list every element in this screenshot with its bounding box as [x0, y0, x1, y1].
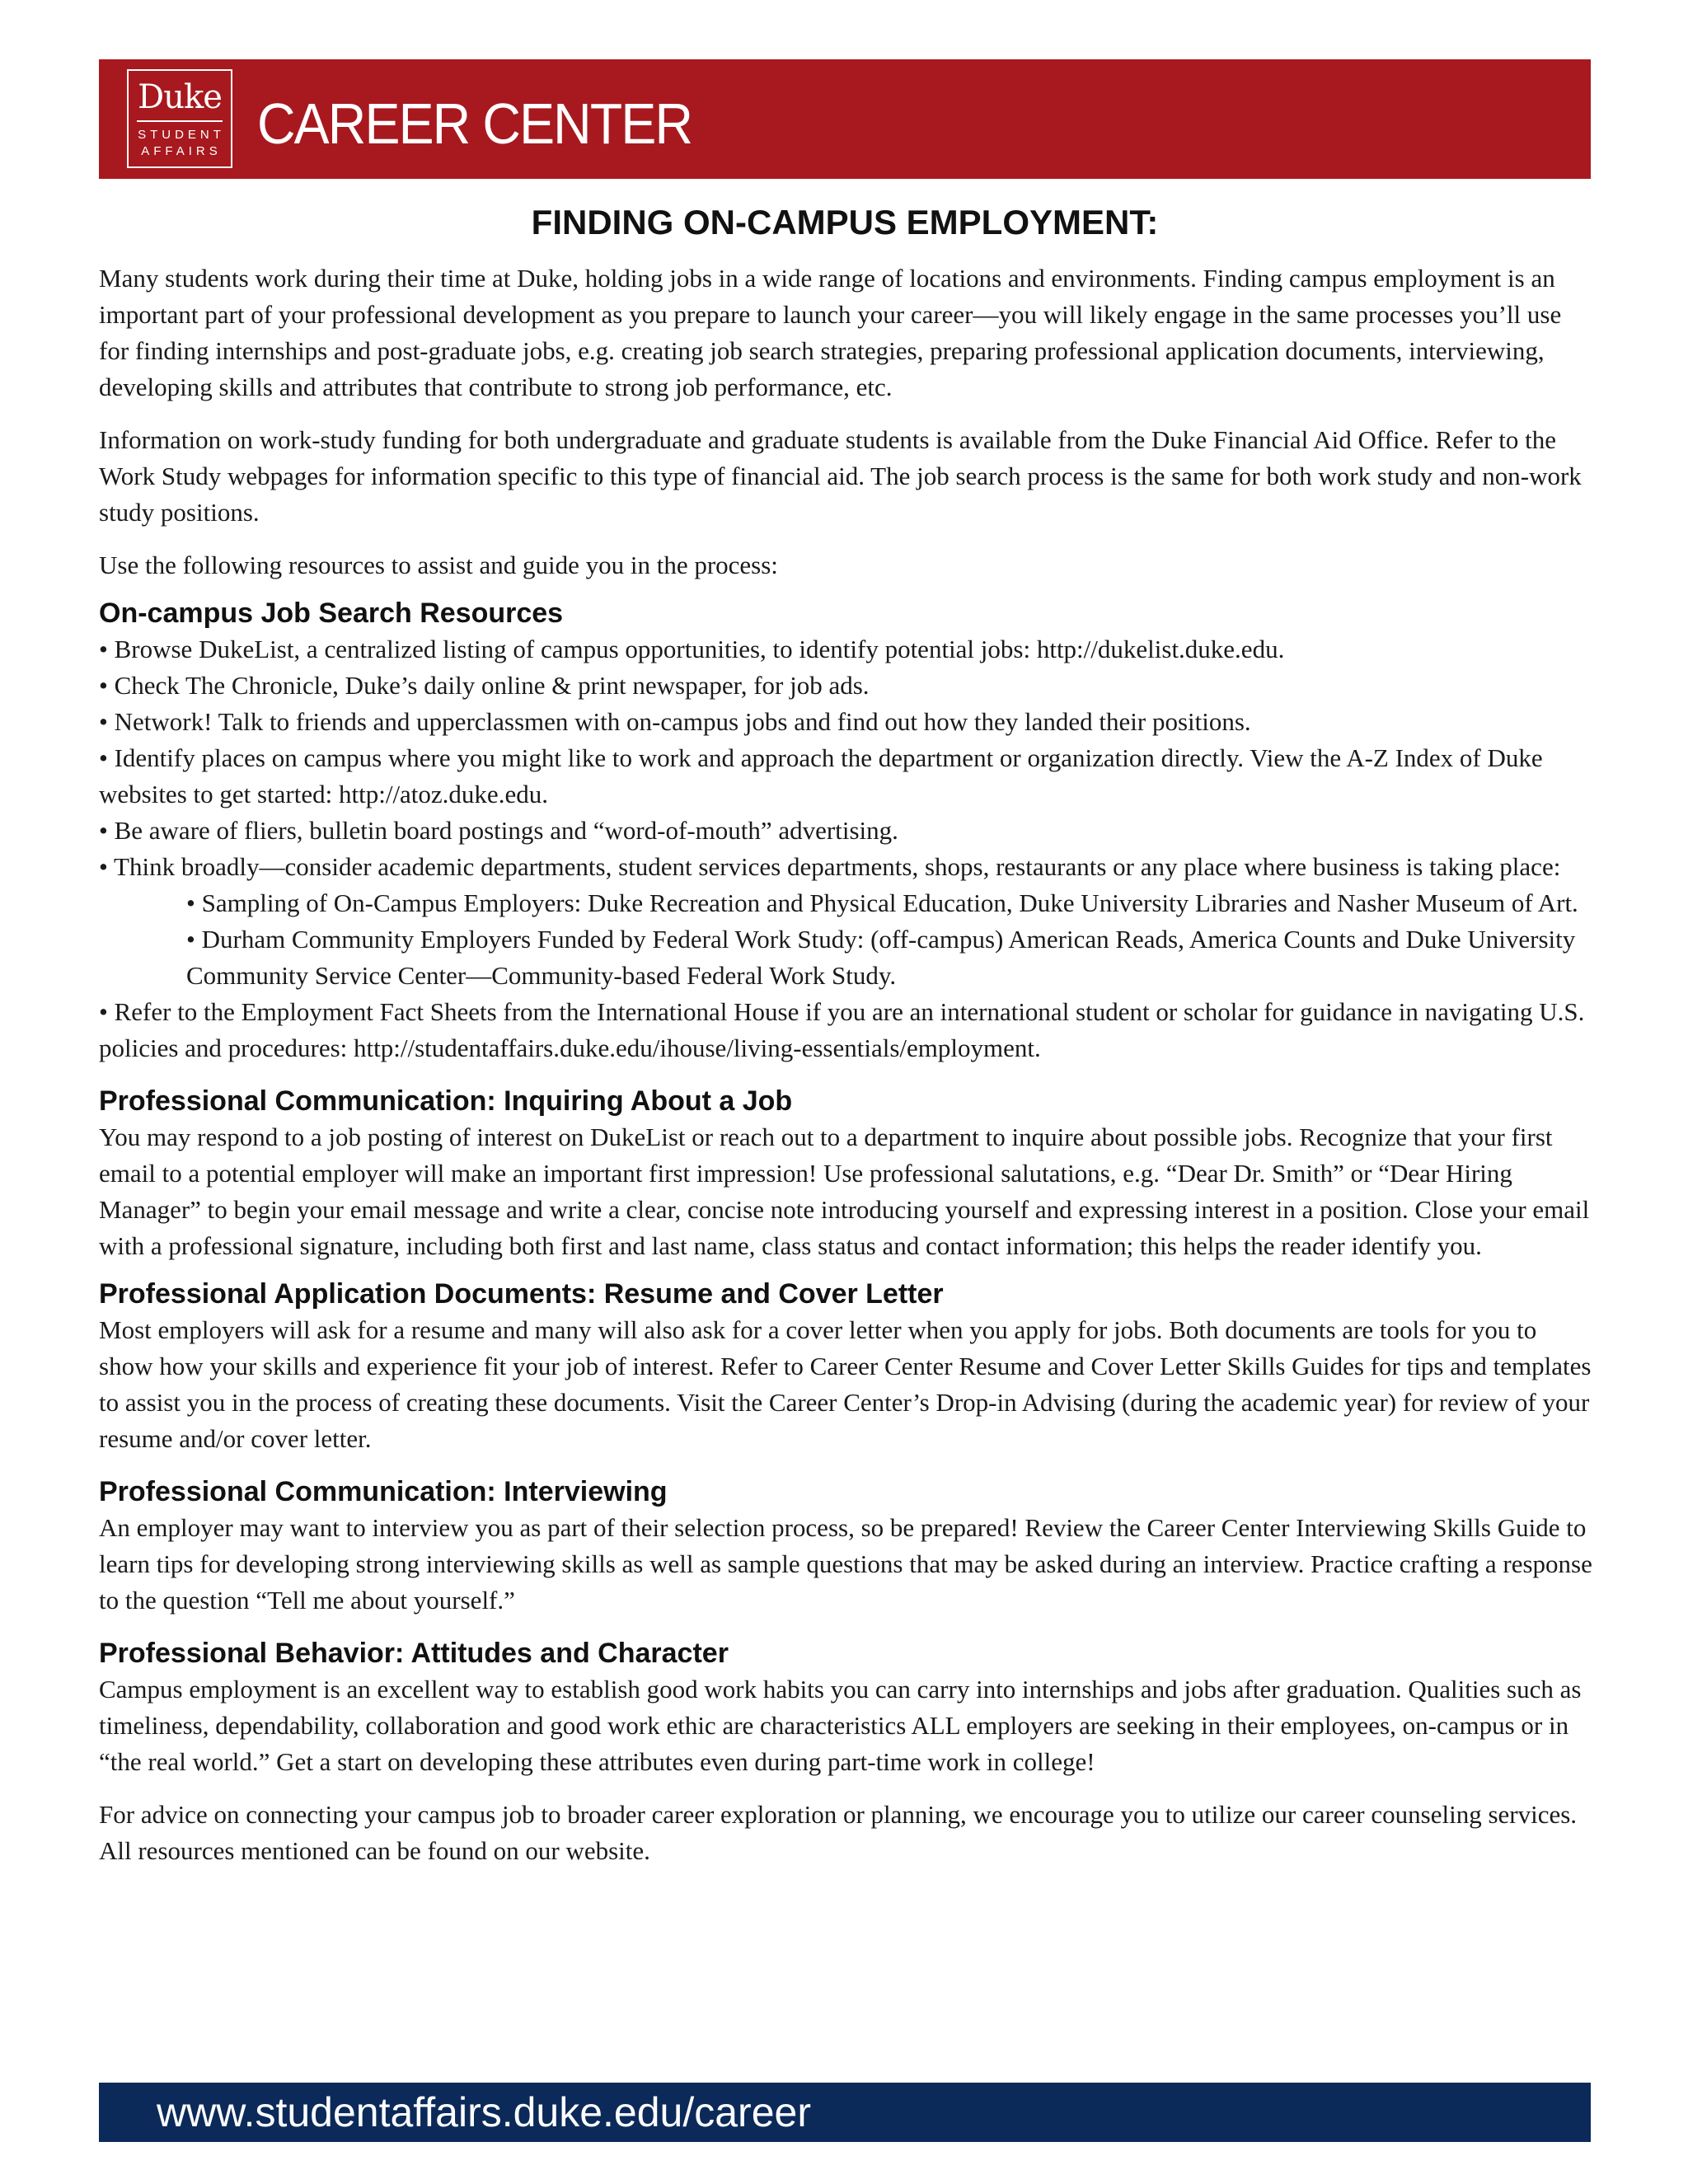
resource-bullet-international-house: • Refer to the Employment Fact Sheets from the International House if you are an international student or scholar for guidance in navigating U.S. policies and procedures: http://studentaffairs.duke.edu/ihouse/living-essentials/employment. [99, 997, 1585, 1062]
document-title: FINDING ON-CAMPUS EMPLOYMENT: [531, 203, 1159, 241]
section-text-interviewing: An employer may want to interview you as part of their selection process, so be prepared! Review the Career Center Interviewing Skills Guide to learn tips for developing strong interviewing skills as well as sample questions that may be asked during an interview. Practice crafting a response to the question “Tell me about yourself.” [99, 1513, 1592, 1615]
document-body [99, 260, 1592, 1869]
logo-affairs-text: AFFAIRS [141, 144, 222, 158]
resource-subbullet-durham-employers: • Durham Community Employers Funded by Federal Work Study: (off-campus) American Reads, America Counts and Duke University Community Service Center—Community-based Federal Work Study. [186, 925, 1576, 990]
duke-student-affairs-logo[interactable] [127, 69, 232, 168]
resource-subbullet-on-campus-employers: • Sampling of On-Campus Employers: Duke Recreation and Physical Education, Duke University Libraries and Nasher Museum of Art. [186, 888, 1578, 917]
section-heading-documents: Professional Application Documents: Resume and Cover Letter [99, 1278, 944, 1310]
career-website-link[interactable]: www.studentaffairs.duke.edu/career [157, 2089, 811, 2135]
header-bar [99, 59, 1591, 179]
logo-student-text: STUDENT [138, 128, 225, 142]
section-heading-resources: On-campus Job Search Resources [99, 598, 564, 629]
resource-bullet-dukelist: • Browse DukeList, a centralized listing of campus opportunities, to identify potential jobs: http://dukelist.duke.edu. [99, 635, 1285, 663]
section-text-inquiring: You may respond to a job posting of interest on DukeList or reach out to a department to inquire about possible jobs. Recognize that your first email to a potential employer will make an important first impression! Use professional salutations, e.g. “Dear Dr. Smith” or “Dear Hiring Manager” to begin your email message and write a clear, concise note introducing yourself and expressing interest in a position. Close your email with a professional signature, including both first and last name, class status and contact information; this helps the reader identify you. [99, 1122, 1590, 1260]
career-center-title: CAREER CENTER [257, 91, 692, 156]
section-heading-interviewing: Professional Communication: Interviewing [99, 1476, 668, 1507]
intro-paragraph-3: Use the following resources to assist and guide you in the process: [99, 551, 778, 579]
intro-paragraph-1: Many students work during their time at Duke, holding jobs in a wide range of locations and environments. Finding campus employment is an important part of your professional development as you prepare to launch your career—you will likely engage in the same processes you’ll use for finding internships and post-graduate jobs, e.g. creating job search strategies, preparing professional application documents, interviewing, developing skills and attributes that contribute to strong job performance, etc. [99, 264, 1562, 401]
section-heading-inquiring: Professional Communication: Inquiring About a Job [99, 1085, 793, 1117]
section-text-documents: Most employers will ask for a resume and many will also ask for a cover letter when you apply for jobs. Both documents are tools for you to show how your skills and experience fit your job of interest. Refer to Career Center Resume and Cover Letter Skills Guides for tips and templates to assist you in the process of creating these documents. Visit the Career Center’s Drop-in Advising (during the academic year) for review of your resume and/or cover letter. [99, 1315, 1592, 1453]
section-text-behavior: Campus employment is an excellent way to establish good work habits you can carry into internships and jobs after graduation. Qualities such as timeliness, dependability, collaboration and good work ethic are characteristics ALL employers are seeking in their employees, on-campus or in “the real world.” Get a start on developing these attributes even during part-time work in college! [99, 1675, 1582, 1776]
resource-bullet-network: • Network! Talk to friends and upperclassmen with on-campus jobs and find out how they landed their positions. [99, 707, 1251, 736]
resource-bullet-fliers: • Be aware of fliers, bulletin board postings and “word-of-mouth” advertising. [99, 816, 898, 845]
resource-bullet-identify-places: • Identify places on campus where you might like to work and approach the department or organization directly. View the A-Z Index of Duke websites to get started: http://atoz.duke.edu. [99, 743, 1543, 808]
resource-bullet-chronicle: • Check The Chronicle, Duke’s daily online & print newspaper, for job ads. [99, 671, 870, 700]
resource-bullet-think-broadly: • Think broadly—consider academic departments, student services departments, shops, restaurants or any place where business is taking place: [99, 852, 1561, 881]
logo-divider [137, 120, 223, 122]
logo-duke-wordmark: Duke [138, 78, 222, 116]
closing-paragraph: For advice on connecting your campus job to broader career exploration or planning, we encourage you to utilize our career counseling services. All resources mentioned can be found on our website. [99, 1800, 1578, 1865]
intro-paragraph-2: Information on work-study funding for both undergraduate and graduate students is available from the Duke Financial Aid Office. Refer to the Work Study webpages for information specific to this type of financial aid. The job search process is the same for both work study and non-work study positions. [99, 425, 1582, 527]
section-heading-behavior: Professional Behavior: Attitudes and Character [99, 1638, 729, 1669]
footer-bar [99, 2083, 1591, 2142]
